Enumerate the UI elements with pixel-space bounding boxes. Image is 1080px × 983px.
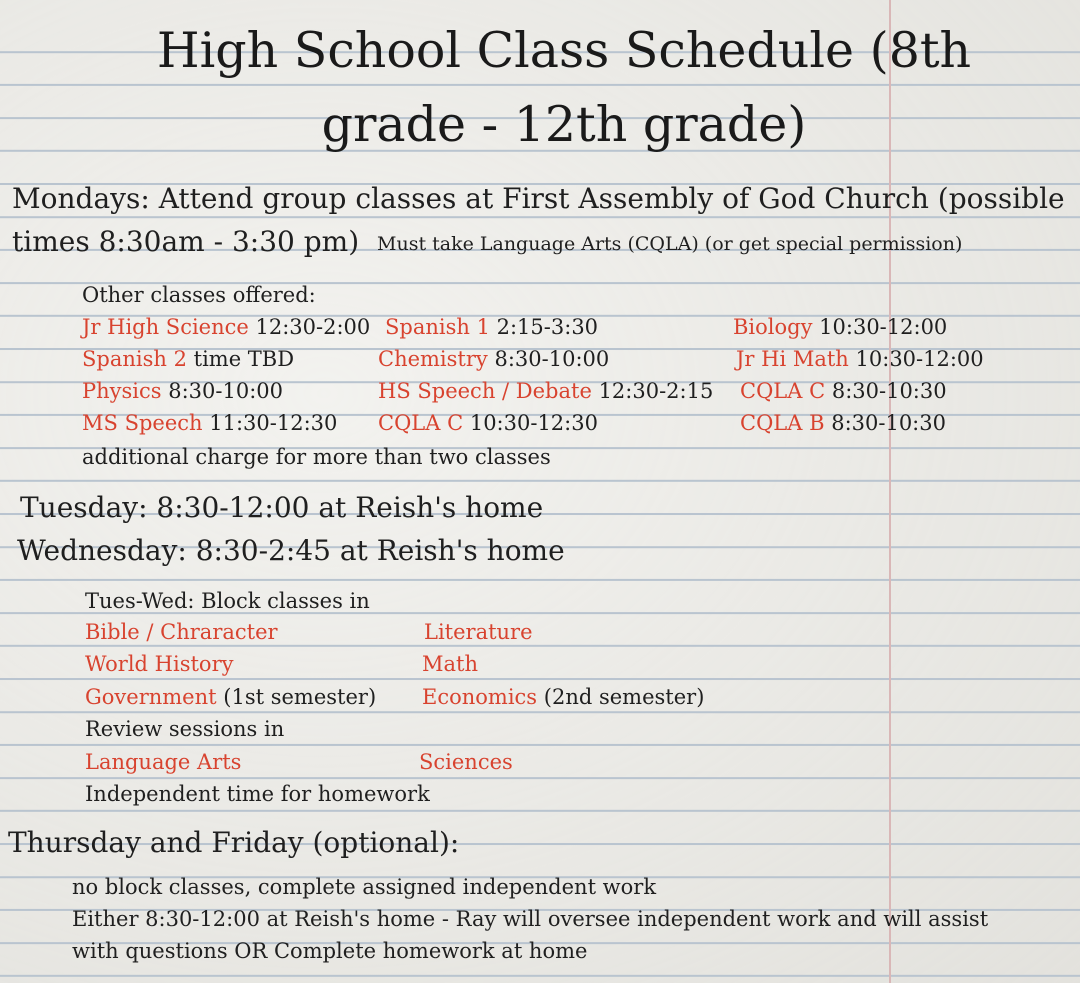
monday-heading-line-2: times 8:30am - 3:30 pm) <box>12 225 360 258</box>
economics-semester: (2nd semester) <box>543 685 705 709</box>
page-title-line-2: grade - 12th grade) <box>321 96 807 153</box>
wednesday-heading: Wednesday: 8:30-2:45 at Reish's home <box>17 534 565 567</box>
class-time: 8:30-10:30 <box>831 379 947 403</box>
class-item <box>378 411 598 435</box>
class-time: 8:30-10:30 <box>831 411 946 435</box>
class-name: Biology <box>733 315 813 339</box>
class-item <box>736 347 984 371</box>
class-item <box>733 315 947 339</box>
class-time: 8:30-10:00 <box>168 379 284 403</box>
class-name: CQLA B <box>740 411 825 435</box>
page-title-line-1: High School Class Schedule (8th <box>156 22 972 79</box>
block-class-literature: Literature <box>424 620 533 644</box>
class-time: 10:30-12:00 <box>855 347 984 371</box>
class-name: Jr Hi Math <box>736 347 849 371</box>
class-time: 2:15-3:30 <box>496 315 599 339</box>
thursday-line-1: no block classes, complete assigned independent work <box>72 875 657 899</box>
government-semester: (1st semester) <box>223 685 377 709</box>
monday-language-arts-note: Must take Language Arts (CQLA) (or get special permission) <box>377 233 963 255</box>
additional-charge-note: additional charge for more than two classes <box>82 445 551 469</box>
thursday-line-3: with questions OR Complete homework at home <box>72 939 588 963</box>
class-name: MS Speech <box>82 411 203 435</box>
class-time: 12:30-2:00 <box>255 315 371 339</box>
block-class-bible: Bible / Chraracter <box>85 620 278 644</box>
class-time: 11:30-12:30 <box>209 411 338 435</box>
block-class-government <box>85 685 376 709</box>
class-item <box>378 379 713 403</box>
class-name: Physics <box>82 379 162 403</box>
economics-label: Economics <box>422 685 538 709</box>
block-class-world-history: World History <box>85 652 234 676</box>
class-time: 12:30-2:15 <box>598 379 714 403</box>
block-classes-label: Tues-Wed: Block classes in <box>85 589 370 613</box>
thursday-friday-heading: Thursday and Friday (optional): <box>8 826 460 859</box>
class-name: HS Speech / Debate <box>378 379 592 403</box>
class-time: 10:30-12:00 <box>819 315 948 339</box>
class-name: Chemistry <box>378 347 488 371</box>
other-classes-label: Other classes offered: <box>82 283 316 307</box>
class-item <box>82 379 283 403</box>
tuesday-heading: Tuesday: 8:30-12:00 at Reish's home <box>20 491 544 524</box>
class-name: Spanish 2 <box>82 347 187 371</box>
review-sessions-label: Review sessions in <box>85 717 285 741</box>
class-name: Spanish 1 <box>385 315 490 339</box>
monday-heading-line-1: Mondays: Attend group classes at First Assembly of God Church (possible <box>12 182 1065 215</box>
class-item <box>82 315 370 339</box>
class-item <box>385 315 598 339</box>
class-item <box>82 347 294 371</box>
class-time: time TBD <box>193 347 295 371</box>
block-class-economics <box>422 685 704 709</box>
class-time: 8:30-10:00 <box>494 347 610 371</box>
class-name: CQLA C <box>740 379 826 403</box>
class-item <box>378 347 609 371</box>
class-item <box>740 411 946 435</box>
independent-time-note: Independent time for homework <box>85 782 430 806</box>
thursday-line-2: Either 8:30-12:00 at Reish's home - Ray will oversee independent work and will assist <box>72 907 989 931</box>
class-name: Jr High Science <box>82 315 249 339</box>
class-time: 10:30-12:30 <box>469 411 598 435</box>
review-sciences: Sciences <box>419 750 513 774</box>
class-name: CQLA C <box>378 411 464 435</box>
block-class-math: Math <box>422 652 478 676</box>
class-item <box>740 379 947 403</box>
review-language-arts: Language Arts <box>85 750 242 774</box>
government-label: Government <box>85 685 217 709</box>
class-item <box>82 411 337 435</box>
